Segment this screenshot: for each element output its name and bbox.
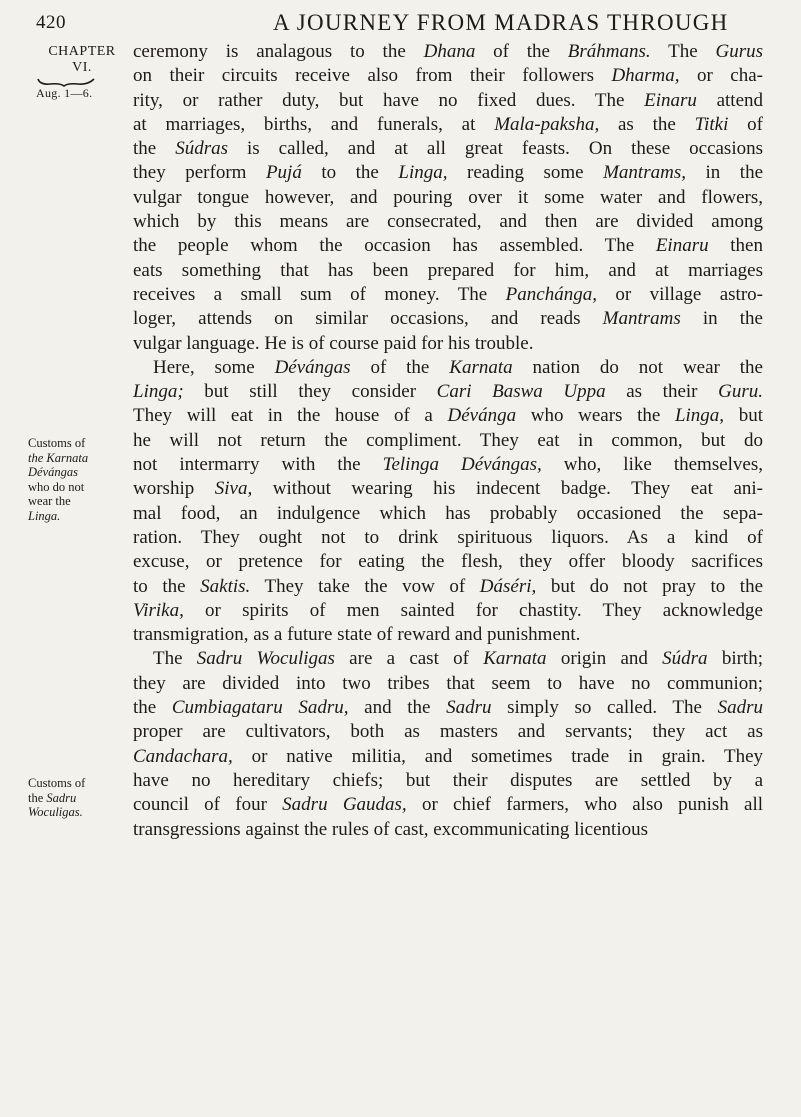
side-note-line: Woculigas. — [28, 805, 83, 819]
text-line: they perform Pujá to the Linga, reading some Mantrams, in the — [133, 162, 764, 184]
side-note-line: Dévángas — [28, 465, 78, 479]
text-line: the people whom the occasion has assembled. The Einaru then — [133, 235, 763, 257]
text-line: not intermarry with the Telinga Dévángas, who, like themselves, — [133, 454, 763, 476]
side-note-line: Linga. — [28, 508, 61, 523]
text-line: mal food, an indulgence which has probably occasioned the sepa- — [133, 502, 763, 524]
text-line: vulgar language. He is of course paid for his trouble. — [133, 332, 534, 354]
text-line: Virika, or spirits of men sainted for chastity. They acknowledge — [133, 599, 763, 621]
side-note-sadru — [28, 776, 116, 820]
text-line: worship Siva, without wearing his indecent badge. They eat ani- — [133, 478, 763, 500]
side-note-line: the Sadru — [28, 790, 77, 805]
side-note-line: the Karnata — [28, 450, 89, 465]
side-note-devangas — [28, 436, 116, 523]
text-line: transgressions against the rules of cast, excommunicating licentious — [133, 818, 648, 840]
text-line: have no hereditary chiefs; but their disputes are settled by a — [133, 769, 763, 791]
text-line: ceremony is analagous to the Dhana of the Bráhmans. The Gurus — [133, 41, 763, 62]
text-line: to the Saktis. They take the vow of Dáséri, but do not pray to the — [133, 575, 763, 597]
body-text — [133, 40, 763, 842]
text-line: the Cumbiagataru Sadru, and the Sadru simply so called. The Sadru — [133, 697, 763, 719]
page-number: 420 — [36, 12, 66, 33]
text-line: proper are cultivators, both as masters and servants; they act as — [133, 721, 763, 743]
chapter-label: CHAPTER — [48, 44, 116, 59]
text-line: vulgar tongue however, and pouring over it some water and flowers, — [133, 186, 763, 208]
text-line: transmigration, as a future state of reward and punishment. — [133, 624, 581, 646]
text-line: they are divided into two tribes that seem to have no communion; — [133, 672, 763, 694]
date-note: Aug. 1—6. — [36, 86, 93, 100]
text-line: on their circuits receive also from their followers Dharma, or cha- — [133, 65, 763, 87]
text-line: loger, attends on similar occasions, and reads Mantrams in the — [133, 308, 763, 330]
text-line: Candachara, or native militia, and sometimes trade in grain. They — [133, 745, 763, 767]
text-line: Linga; but still they consider Cari Baswa Uppa as their Guru. — [133, 381, 763, 403]
text-line: which by this means are consecrated, and then are divided among — [133, 211, 763, 233]
text-line: The Sadru Woculigas are a cast of Karnata origin and Súdra birth; — [153, 648, 763, 670]
text-line: rity, or rather duty, but have no fixed dues. The Einaru attend — [133, 89, 763, 111]
text-line: Here, some Dévángas of the Karnata nation do not wear the — [153, 356, 763, 378]
chapter-heading — [36, 44, 128, 87]
text-line: They will eat in the house of a Dévánga who wears the Linga, but — [133, 405, 763, 427]
text-line: receives a small sum of money. The Panchánga, or village astro- — [133, 283, 763, 305]
text-line: eats something that has been prepared for him, and at marriages — [133, 259, 763, 281]
text-line: ration. They ought not to drink spirituous liquors. As a kind of — [133, 526, 763, 548]
text-line: the Súdras is called, and at all great feasts. On these occasions — [133, 138, 763, 160]
running-head: A JOURNEY FROM MADRAS THROUGH — [273, 10, 729, 35]
chapter-number: VI. — [72, 60, 92, 75]
text-line: council of four Sadru Gaudas, or chief farmers, who also punish all — [133, 794, 764, 816]
text-line: he will not return the compliment. They eat in common, but do — [133, 429, 763, 451]
text-line: at marriages, births, and funerals, at Mala-paksha, as the Titki of — [133, 113, 764, 135]
side-note-line: wear the — [28, 494, 71, 508]
side-note-line: Customs of — [28, 436, 86, 450]
side-note-line: Customs of — [28, 776, 86, 790]
side-note-line: who do not — [28, 479, 85, 494]
text-line: excuse, or pretence for eating the flesh, they offer bloody sacrifices — [133, 551, 763, 573]
